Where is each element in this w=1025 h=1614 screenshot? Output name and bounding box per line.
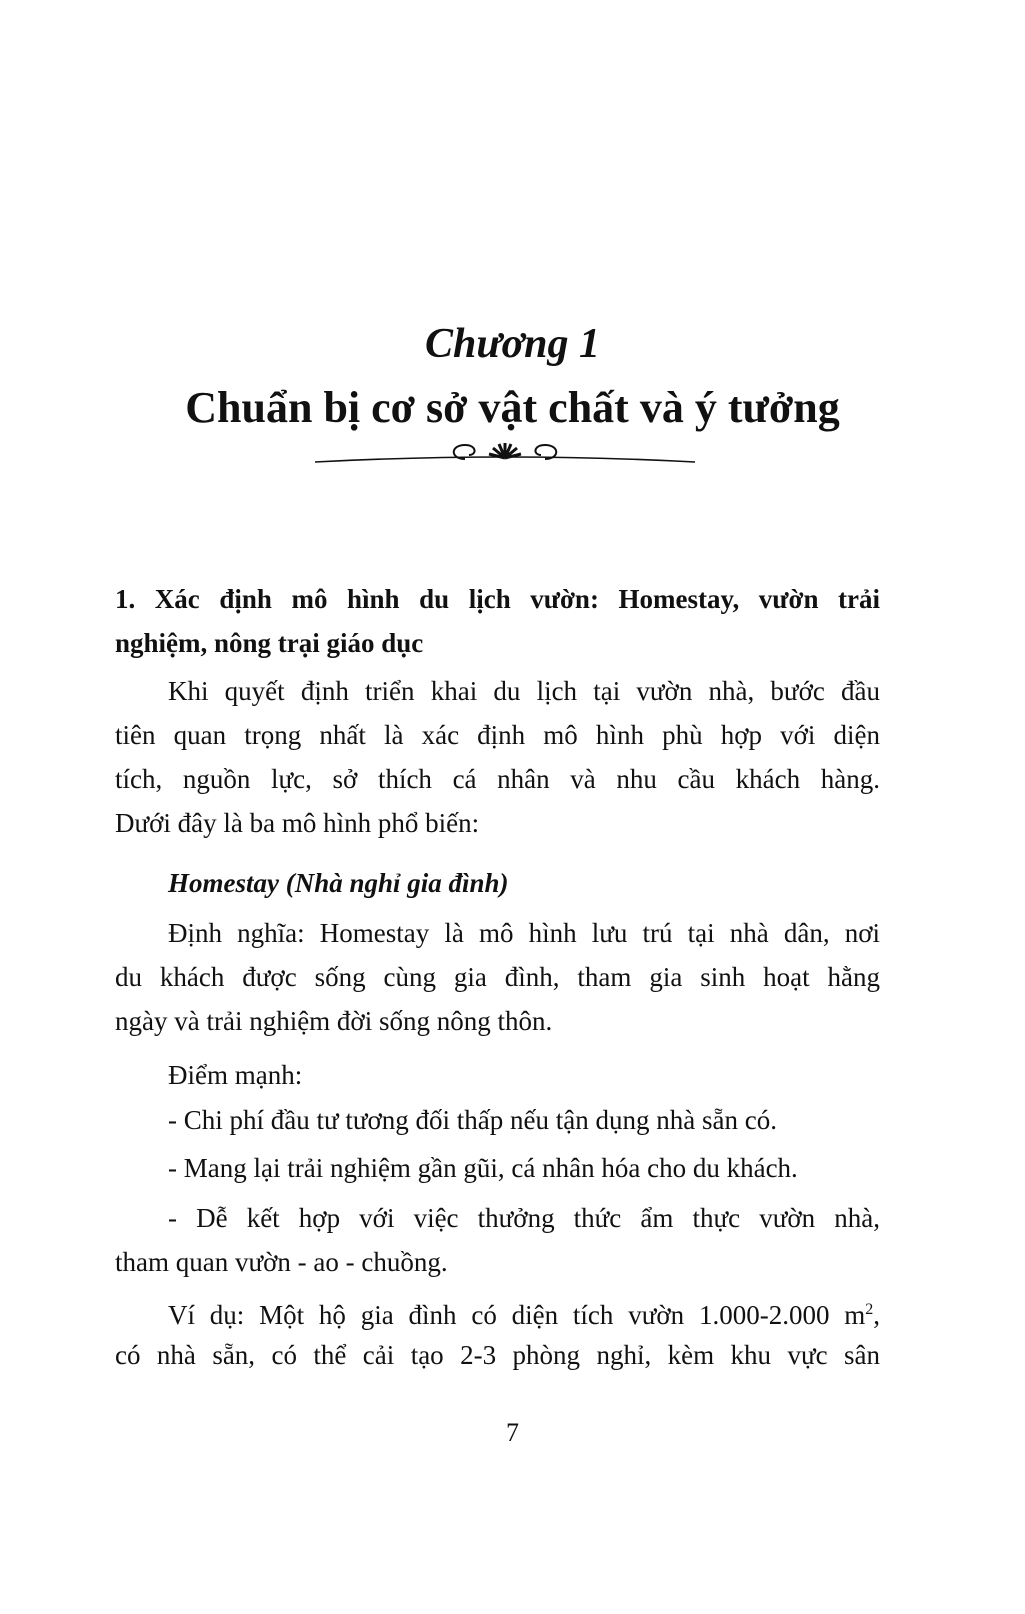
- chapter-number: Chương 1: [425, 321, 600, 367]
- list-item: - Mang lại trải nghiệm gần gũi, cá nhân hóa cho du khách.: [168, 1153, 798, 1183]
- ornament-divider-icon: [305, 440, 705, 470]
- example-text: Ví dụ: Một hộ gia đình có diện tích vườn 1.000-2.000 m: [168, 1300, 866, 1330]
- strengths-label: Điểm mạnh:: [168, 1060, 303, 1090]
- section-heading-line: nghiệm, nông trại giáo dục: [115, 628, 424, 658]
- list-item-continuation: tham quan vườn - ao - chuồng.: [115, 1247, 448, 1277]
- page-number: 7: [506, 1418, 519, 1447]
- body-line: tích, nguồn lực, sở thích cá nhân và nhu cầu khách hàng.: [115, 764, 880, 794]
- body-line: Định nghĩa: Homestay là mô hình lưu trú tại nhà dân, nơi: [168, 918, 880, 948]
- body-line: du khách được sống cùng gia đình, tham gia sinh hoạt hằng: [115, 962, 880, 992]
- body-line: ngày và trải nghiệm đời sống nông thôn.: [115, 1006, 553, 1036]
- example-line: [168, 1293, 880, 1332]
- superscript: 2: [865, 1301, 874, 1318]
- example-line: có nhà sẵn, có thể cải tạo 2-3 phòng nghỉ, kèm khu vực sân: [115, 1340, 880, 1370]
- section-heading-line: 1. Xác định mô hình du lịch vườn: Homestay, vườn trải: [115, 584, 880, 614]
- body-line: tiên quan trọng nhất là xác định mô hình phù hợp với diện: [115, 720, 880, 750]
- list-item: - Dễ kết hợp với việc thưởng thức ẩm thực vườn nhà,: [168, 1203, 880, 1233]
- body-line: Dưới đây là ba mô hình phổ biến:: [115, 808, 480, 838]
- list-item: - Chi phí đầu tư tương đối thấp nếu tận dụng nhà sẵn có.: [168, 1105, 777, 1135]
- chapter-title: Chuẩn bị cơ sở vật chất và ý tưởng: [185, 383, 840, 432]
- comma: ,: [873, 1300, 880, 1330]
- subheading: Homestay (Nhà nghỉ gia đình): [168, 868, 509, 898]
- body-line: Khi quyết định triển khai du lịch tại vườn nhà, bước đầu: [168, 676, 880, 706]
